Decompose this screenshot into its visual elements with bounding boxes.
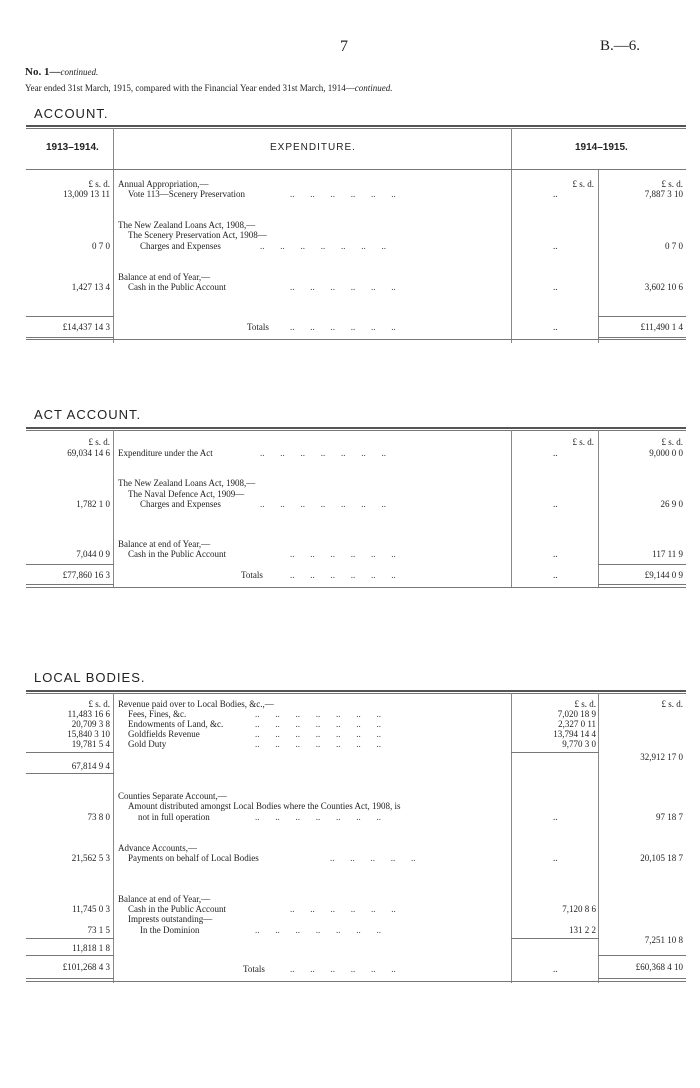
rule — [26, 690, 686, 692]
amount-cell: 97 18 7 — [656, 812, 683, 822]
amount-cell: 15,840 3 10 — [67, 729, 110, 739]
amount-cell: 7,887 3 10 — [644, 189, 683, 199]
account-title: ACCOUNT. — [34, 106, 109, 121]
col-divider — [113, 128, 114, 343]
amount-cell: 32,912 17 0 — [640, 752, 683, 762]
lsd-header: £ s. d. — [572, 179, 594, 189]
totals-label: Totals — [241, 570, 263, 580]
amount-cell: 3,602 10 6 — [644, 282, 683, 292]
total-cell: £77,860 16 3 — [62, 570, 110, 580]
col-divider — [113, 693, 114, 983]
row-label: Endowments of Land, &c. — [128, 719, 224, 729]
rule — [26, 169, 686, 170]
lsd-header: £ s. d. — [574, 699, 596, 709]
row-label: Annual Appropriation,— — [118, 179, 209, 189]
row-label: Charges and Expenses — [140, 241, 221, 251]
amount-cell: 1,427 13 4 — [71, 282, 110, 292]
lsd-header: £ s. d. — [661, 699, 683, 709]
amount-cell: 117 11 9 — [652, 549, 683, 559]
amount-cell: 20,105 18 7 — [640, 853, 683, 863]
amount-cell: .. — [553, 549, 558, 559]
amount-cell: 1,782 1 0 — [76, 499, 110, 509]
row-label: Amount distributed amongst Local Bodies where the Counties Act, 1908, is — [128, 801, 401, 811]
row-label: Advance Accounts,— — [118, 843, 197, 853]
amount-cell: .. — [553, 189, 558, 199]
amount-cell: 73 1 5 — [87, 925, 110, 935]
row-label: Counties Separate Account,— — [118, 791, 227, 801]
row-label: Vote 113—Scenery Preservation — [128, 189, 245, 199]
rule — [26, 584, 114, 585]
leader-dots: .. .. .. .. .. .. .. — [255, 812, 381, 822]
leader-dots: .. .. .. .. .. .. — [290, 322, 396, 332]
header-1914-1915: 1914–1915. — [575, 142, 628, 153]
rule — [598, 337, 686, 338]
col-divider — [511, 430, 512, 588]
row-label: Balance at end of Year,— — [118, 539, 211, 549]
year-text: Year ended 31st March, 1915, compared with the Financial Year ended 31st March, 1914— — [25, 83, 355, 93]
rule — [598, 955, 686, 956]
rule — [26, 339, 686, 340]
row-label: Gold Duty — [128, 739, 167, 749]
leader-dots: .. .. .. .. .. .. .. — [260, 499, 386, 509]
leader-dots: .. .. .. .. .. — [330, 853, 416, 863]
lsd-header: £ s. d. — [88, 179, 110, 189]
amount-cell: 26 9 0 — [660, 499, 683, 509]
amount-cell: .. — [553, 853, 558, 863]
lsd-header: £ s. d. — [661, 179, 683, 189]
amount-cell: 21,562 5 3 — [71, 853, 110, 863]
leader-dots: .. .. .. .. .. .. — [290, 549, 396, 559]
row-label: Imprests outstanding— — [128, 914, 213, 924]
col-divider — [511, 693, 512, 983]
rule — [26, 128, 686, 129]
total-cell: .. — [553, 570, 558, 580]
leader-dots: .. .. .. .. .. .. .. — [255, 729, 381, 739]
row-label: Revenue paid over to Local Bodies, &c.,— — [118, 699, 274, 709]
totals-label: Totals — [243, 964, 265, 974]
row-label: not in full operation — [138, 812, 210, 822]
amount-cell: 69,034 14 6 — [67, 448, 110, 458]
amount-cell: .. — [553, 812, 558, 822]
amount-cell: 13,794 14 4 — [553, 729, 596, 739]
lsd-header: £ s. d. — [88, 699, 110, 709]
lsd-header: £ s. d. — [88, 437, 110, 447]
col-divider — [598, 693, 599, 983]
rule — [598, 316, 686, 317]
leader-dots: .. .. .. .. .. .. — [290, 904, 396, 914]
total-cell: .. — [553, 322, 558, 332]
rule — [26, 773, 114, 774]
total-cell: £14,437 14 3 — [62, 322, 110, 332]
leader-dots: .. .. .. .. .. .. — [290, 189, 396, 199]
row-label: Balance at end of Year,— — [118, 894, 211, 904]
rule — [26, 337, 114, 338]
rule — [598, 584, 686, 585]
row-label: The Scenery Preservation Act, 1908— — [128, 230, 267, 240]
amount-cell: 9,000 0 0 — [649, 448, 683, 458]
amount-cell: 7,020 18 9 — [557, 709, 596, 719]
rule — [26, 587, 686, 588]
leader-dots: .. .. .. .. .. .. .. — [260, 448, 386, 458]
row-label: Payments on behalf of Local Bodies — [128, 853, 259, 863]
subtotal-cell: 11,818 1 8 — [72, 943, 110, 953]
amount-cell: 7,044 0 9 — [76, 549, 110, 559]
total-cell: £11,490 1 4 — [640, 322, 683, 332]
rule — [26, 938, 114, 939]
total-cell: £101,268 4 3 — [62, 962, 110, 972]
rule — [26, 693, 686, 694]
subtotal-cell: 67,814 9 4 — [71, 761, 110, 771]
rule — [511, 752, 599, 753]
amount-cell: 0 7 0 — [92, 241, 110, 251]
leader-dots: .. .. .. .. .. .. — [290, 282, 396, 292]
local-bodies-title: LOCAL BODIES. — [34, 670, 146, 685]
leader-dots: .. .. .. .. .. .. — [290, 570, 396, 580]
row-label: Balance at end of Year,— — [118, 272, 211, 282]
amount-cell: 9,770 3 0 — [562, 739, 596, 749]
total-cell: £9,144 0 9 — [644, 570, 683, 580]
total-cell: £60,368 4 10 — [635, 962, 683, 972]
row-label: In the Dominion — [140, 925, 200, 935]
rule — [26, 427, 686, 429]
row-label: Cash in the Public Account — [128, 904, 226, 914]
rule — [26, 316, 114, 317]
rule — [26, 955, 114, 956]
amount-cell: 19,781 5 4 — [71, 739, 110, 749]
col-divider — [598, 170, 599, 343]
row-label: Cash in the Public Account — [128, 549, 226, 559]
amount-cell: 20,709 3 8 — [71, 719, 110, 729]
leader-dots: .. .. .. .. .. .. .. — [255, 739, 381, 749]
lsd-header: £ s. d. — [661, 437, 683, 447]
leader-dots: .. .. .. .. .. .. .. — [260, 241, 386, 251]
amount-cell: 131 2 2 — [569, 925, 596, 935]
leader-dots: .. .. .. .. .. .. .. — [255, 709, 381, 719]
rule — [511, 938, 599, 939]
amount-cell: .. — [553, 241, 558, 251]
amount-cell: 11,483 16 6 — [67, 709, 110, 719]
amount-cell: 11,745 0 3 — [72, 904, 110, 914]
amount-cell: 13,009 13 11 — [63, 189, 110, 199]
rule — [26, 564, 114, 565]
leader-dots: .. .. .. .. .. .. .. — [255, 925, 381, 935]
page-number: 7 — [340, 38, 348, 55]
amount-cell: 2,327 0 11 — [558, 719, 596, 729]
row-label: The New Zealand Loans Act, 1908,— — [118, 478, 256, 488]
table-number-label: No. 1— — [25, 66, 61, 78]
row-label: The Naval Defence Act, 1909— — [128, 489, 245, 499]
lsd-header: £ s. d. — [572, 437, 594, 447]
row-label: The New Zealand Loans Act, 1908,— — [118, 220, 256, 230]
table-number-continued: continued. — [60, 67, 99, 77]
amount-cell: 7,120 8 6 — [562, 904, 596, 914]
rule — [26, 981, 686, 982]
document-reference: B.—6. — [600, 38, 641, 54]
rule — [598, 564, 686, 565]
leader-dots: .. .. .. .. .. .. — [290, 964, 396, 974]
leader-dots: .. .. .. .. .. .. .. — [255, 719, 381, 729]
row-label: Cash in the Public Account — [128, 282, 226, 292]
amount-cell: 73 8 0 — [87, 812, 110, 822]
year-caption — [25, 83, 393, 93]
rule — [26, 752, 114, 753]
row-label: Goldfields Revenue — [128, 729, 200, 739]
amount-cell: 0 7 0 — [665, 241, 683, 251]
rule — [26, 125, 686, 127]
amount-cell: 7,251 10 8 — [644, 935, 683, 945]
act-account-title: ACT ACCOUNT. — [34, 407, 142, 422]
amount-cell: .. — [553, 282, 558, 292]
rule — [26, 978, 114, 979]
table-number — [25, 66, 98, 78]
rule — [598, 978, 686, 979]
amount-cell: .. — [553, 499, 558, 509]
total-cell: .. — [553, 964, 558, 974]
amount-cell: .. — [553, 448, 558, 458]
header-expenditure: EXPENDITURE. — [270, 142, 356, 153]
row-label: Expenditure under the Act — [118, 448, 213, 458]
row-label: Fees, Fines, &c. — [128, 709, 187, 719]
rule — [26, 430, 686, 431]
totals-label: Totals — [247, 322, 269, 332]
header-1913-1914: 1913–1914. — [46, 142, 99, 153]
row-label: Charges and Expenses — [140, 499, 221, 509]
year-continued: continued. — [354, 83, 393, 93]
col-divider — [511, 128, 512, 343]
